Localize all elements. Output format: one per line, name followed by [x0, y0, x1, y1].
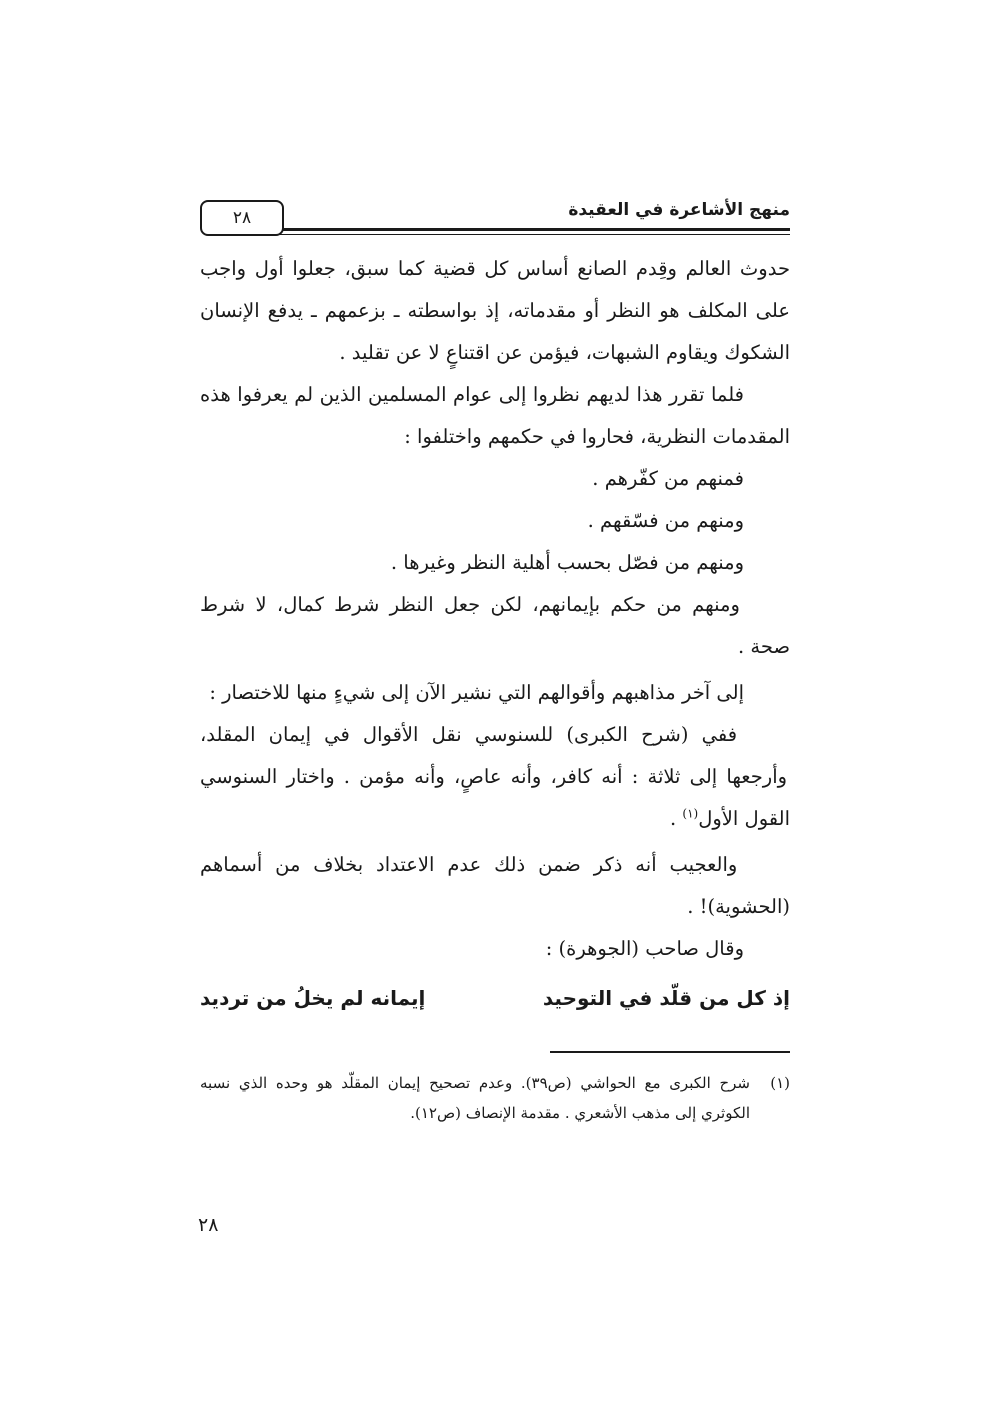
verse-first-hemistich: إذ كل من قلّد في التوحيد [542, 986, 790, 1010]
footnote-separator [550, 1051, 790, 1053]
text-line: ومنهم من حكم بإيمانهم، لكن جعل النظر شرط كمال، لا شرط [200, 593, 740, 616]
footnotes [200, 1068, 790, 1128]
text-line: (الحشوية)! . [687, 895, 790, 918]
paragraph-5 [200, 844, 790, 928]
text-line: ومنهم من فسّقهم . [587, 509, 744, 532]
footer-page-number: ٢٨ [198, 1214, 219, 1236]
text-line: ففي (شرح الكبرى) للسنوسي نقل الأقوال في إيمان المقلد، [200, 723, 738, 746]
footnote-marker[interactable]: (١) [682, 806, 699, 821]
list-item-opinion-4 [200, 584, 790, 668]
footnote-number: (١) [770, 1074, 790, 1092]
text-line: فمنهم من كفّرهم . [592, 467, 744, 490]
list-item-opinion-1 [200, 458, 790, 500]
running-title: منهج الأشاعرة في العقيدة [568, 200, 790, 220]
text-line: وقال صاحب (الجوهرة) : [545, 937, 744, 960]
text-line: واجب على المكلف هو النظر أو مقدماته، إذ بواسطته ـ بزعمهم ـ يدفع [200, 257, 790, 322]
footnote-1 [200, 1068, 790, 1128]
page-header [200, 196, 790, 244]
list-item-opinion-2 [200, 500, 790, 542]
paragraph-3 [200, 672, 790, 714]
text-line: فلما تقرر هذا لديهم نظروا إلى عوام المسلمين الذين لم يعرفوا [230, 383, 744, 406]
footnote-line: الذي نسبه الكوثري إلى مذهب الأشعري . مقدمة الإنصاف (ص١٢). [200, 1074, 750, 1122]
header-page-number: ٢٨ [200, 200, 284, 236]
paragraph-1 [200, 248, 790, 374]
verse-second-hemistich: إيمانه لم يخلُ من ترديد [200, 986, 426, 1010]
text-line: صحة . [738, 635, 790, 658]
body-text [200, 248, 790, 1020]
footnote-text [200, 1068, 750, 1128]
header-rule-thick [280, 228, 790, 231]
paragraph-6 [200, 928, 790, 970]
text-line: والعجيب أنه ذكر ضمن ذلك عدم الاعتداد بخلاف من أسماهم [200, 853, 738, 876]
text-line: الإنسان الشكوك ويقاوم الشبهات، فيؤمن عن اقتناعٍ لا عن تقليد . [200, 299, 790, 364]
list-item-opinion-3 [200, 542, 790, 584]
footnote-line: شرح الكبرى مع الحواشي (ص٣٩). وعدم تصحيح إيمان المقلّد هو وحده [267, 1074, 750, 1092]
poetry-verse [200, 976, 790, 1020]
paragraph-2 [200, 374, 790, 458]
paragraph-4 [200, 714, 790, 840]
text-line: إلى آخر مذاهبهم وأقوالهم التي نشير الآن إلى شيءٍ منها للاختصار : [209, 681, 744, 704]
text-line-end: . [669, 807, 683, 830]
text-line: هذه المقدمات النظرية، فحاروا في حكمهم واختلفوا : [200, 383, 790, 448]
text-line: وأرجعها إلى ثلاثة : أنه كافر، وأنه عاصٍ، وأنه مؤمن . واختار السنوسي [200, 765, 788, 788]
text-line: القول الأول [698, 807, 790, 830]
text-line: ومنهم من فصّل بحسب أهلية النظر وغيرها . [390, 551, 744, 574]
text-line: حدوث العالم وقِدم الصانع أساس كل قضية كما سبق، جعلوا أول [246, 257, 790, 280]
header-rule-thin [280, 234, 790, 235]
